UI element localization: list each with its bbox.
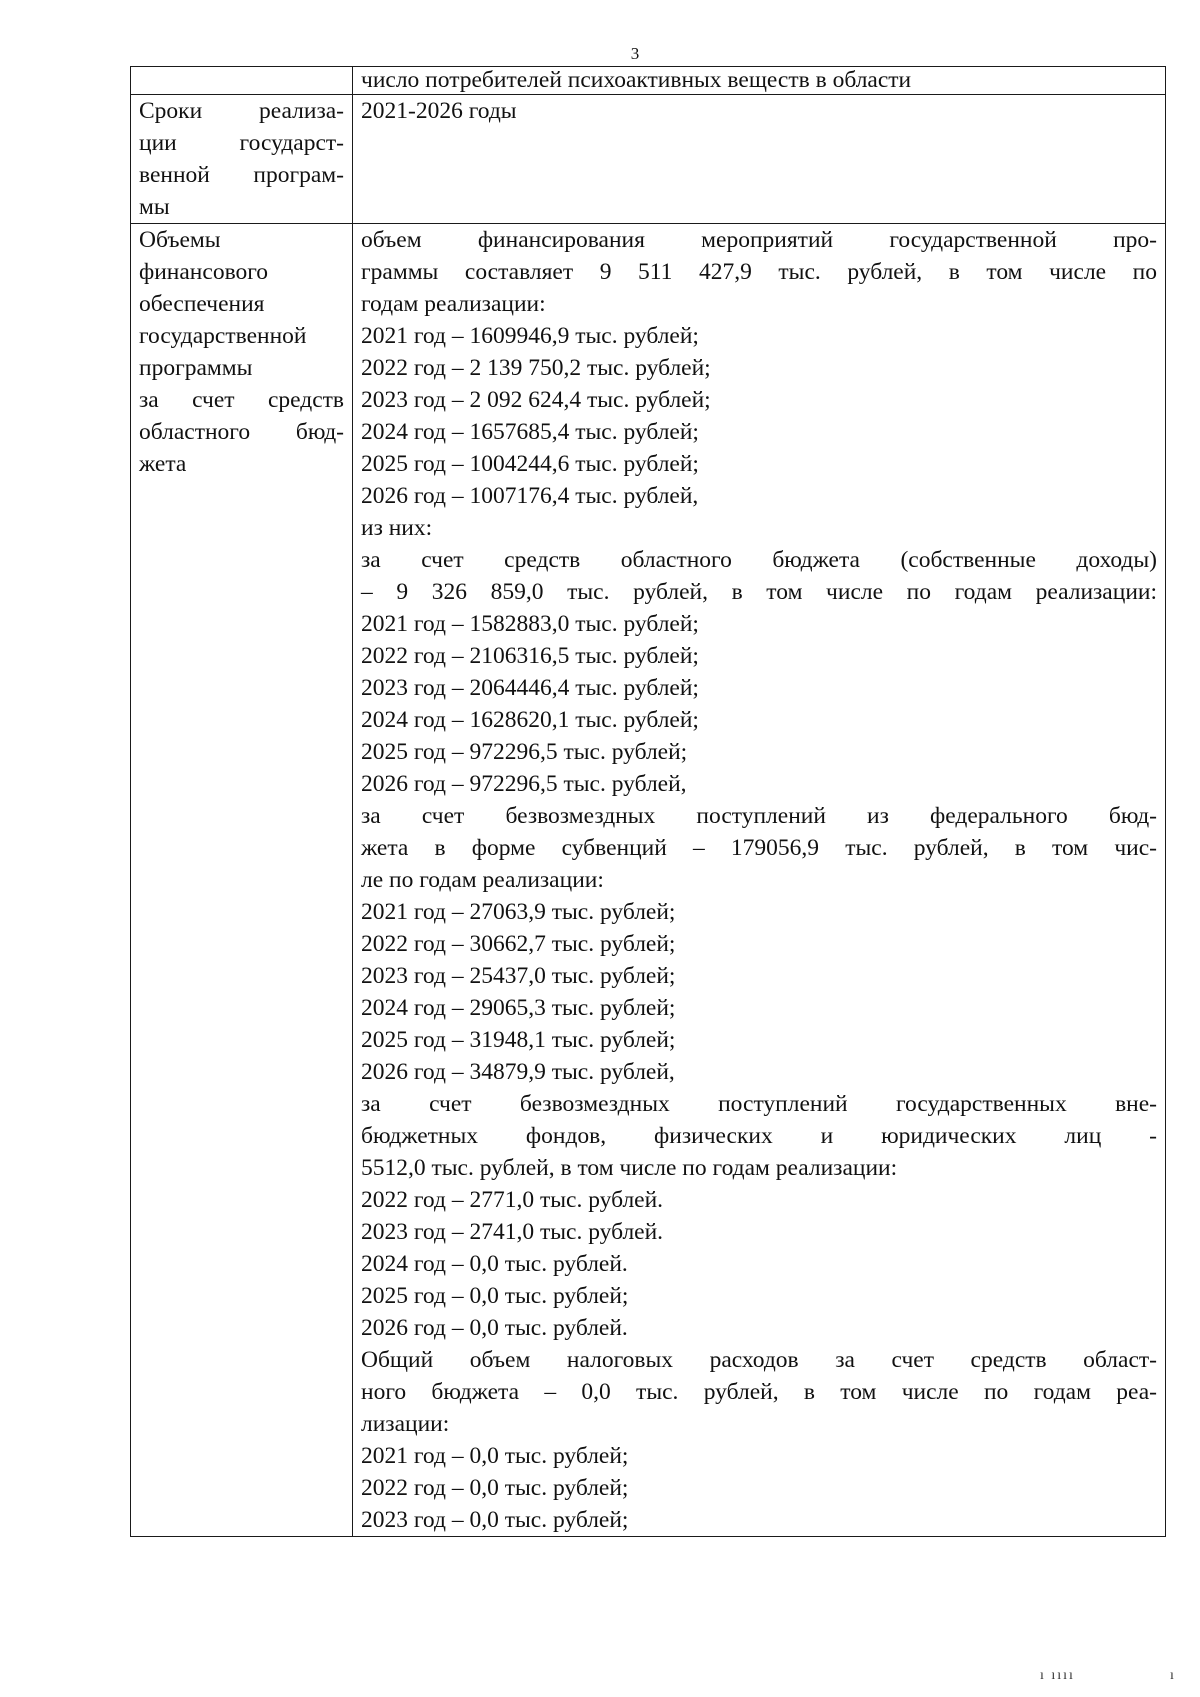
- row-content-line: 2021-2026 годы: [361, 98, 517, 124]
- row-label-line: финансового: [139, 259, 269, 285]
- row-content-line: 5512,0 тыс. рублей, в том числе по годам реализации:: [361, 1155, 898, 1181]
- row-content-line: жета в форме субвенций – 179056,9 тыс. рублей, в том чис-: [361, 835, 1157, 861]
- row-content-line: 2026 год – 972296,5 тыс. рублей,: [361, 771, 687, 797]
- scan-mark-right: ı: [1170, 1668, 1174, 1683]
- row-content-line: 2025 год – 972296,5 тыс. рублей;: [361, 739, 688, 765]
- row-content-line: 2024 год – 1657685,4 тыс. рублей;: [361, 419, 699, 445]
- row-label-cell: [131, 67, 353, 95]
- row-content-line: из них:: [361, 515, 433, 541]
- row-content-line: 2026 год – 1007176,4 тыс. рублей,: [361, 483, 699, 509]
- row-content-line: граммы составляет 9 511 427,9 тыс. рублей, в том числе по: [361, 259, 1157, 285]
- row-content-line: объем финансирования мероприятий государственной про-: [361, 227, 1157, 253]
- row-content-line: ного бюджета – 0,0 тыс. рублей, в том числе по годам реа-: [361, 1379, 1157, 1405]
- row-content-cell: [353, 224, 1166, 1537]
- row-content-line: за счет средств областного бюджета (собственные доходы): [361, 547, 1157, 573]
- page-number: 3: [630, 44, 640, 63]
- table-row: [131, 67, 1166, 95]
- row-content-line: 2025 год – 31948,1 тыс. рублей;: [361, 1027, 676, 1053]
- row-label-line: венной програм-: [139, 162, 344, 188]
- row-content-line: за счет безвозмездных поступлений государственных вне-: [361, 1091, 1157, 1117]
- row-content-line: число потребителей психоактивных веществ в области: [361, 67, 912, 93]
- row-label-line: программы: [139, 355, 253, 381]
- row-content-line: 2023 год – 2741,0 тыс. рублей.: [361, 1219, 664, 1245]
- table-row: [131, 224, 1166, 1537]
- row-label-line: жета: [139, 451, 187, 477]
- row-content-line: 2022 год – 30662,7 тыс. рублей;: [361, 931, 676, 957]
- row-content-line: 2024 год – 0,0 тыс. рублей.: [361, 1251, 628, 1277]
- scan-marks: ı ıııı: [1040, 1668, 1075, 1683]
- row-label-line: Объемы: [139, 227, 221, 253]
- row-content-line: 2022 год – 2771,0 тыс. рублей.: [361, 1187, 664, 1213]
- row-content-cell: [353, 95, 1166, 224]
- table-row: [131, 95, 1166, 224]
- row-content-line: годам реализации:: [361, 291, 546, 317]
- row-label-cell: [131, 95, 353, 224]
- row-label-line: Сроки реализа-: [139, 98, 344, 124]
- row-label-line: мы: [139, 194, 170, 220]
- row-content-line: 2023 год – 2 092 624,4 тыс. рублей;: [361, 387, 711, 413]
- row-label-line: за счет средств: [139, 387, 344, 413]
- row-content-line: 2021 год – 0,0 тыс. рублей;: [361, 1443, 629, 1469]
- row-label-line: государственной: [139, 323, 307, 349]
- row-label-line: областного бюд-: [139, 419, 344, 445]
- row-content-line: 2022 год – 2106316,5 тыс. рублей;: [361, 643, 699, 669]
- row-content-line: 2023 год – 0,0 тыс. рублей;: [361, 1507, 629, 1533]
- row-content-line: за счет безвозмездных поступлений из федерального бюд-: [361, 803, 1157, 829]
- row-content-line: 2026 год – 0,0 тыс. рублей.: [361, 1315, 628, 1341]
- row-content-line: 2024 год – 1628620,1 тыс. рублей;: [361, 707, 699, 733]
- row-content-line: 2022 год – 2 139 750,2 тыс. рублей;: [361, 355, 711, 381]
- row-label-line: обеспечения: [139, 291, 265, 317]
- row-label-line: ции государст-: [139, 130, 344, 156]
- row-content-line: 2021 год – 27063,9 тыс. рублей;: [361, 899, 676, 925]
- row-content-line: 2023 год – 25437,0 тыс. рублей;: [361, 963, 676, 989]
- row-content-line: 2024 год – 29065,3 тыс. рублей;: [361, 995, 676, 1021]
- row-content-line: 2021 год – 1582883,0 тыс. рублей;: [361, 611, 699, 637]
- row-label-cell: [131, 224, 353, 1537]
- row-content-line: 2025 год – 0,0 тыс. рублей;: [361, 1283, 629, 1309]
- row-content-line: лизации:: [361, 1411, 450, 1437]
- row-content-line: 2025 год – 1004244,6 тыс. рублей;: [361, 451, 699, 477]
- row-content-line: ле по годам реализации:: [361, 867, 604, 893]
- row-content-line: 2022 год – 0,0 тыс. рублей;: [361, 1475, 629, 1501]
- row-content-line: бюджетных фондов, физических и юридических лиц -: [361, 1123, 1157, 1149]
- passport-table: [130, 66, 1166, 1537]
- row-content-line: 2026 год – 34879,9 тыс. рублей,: [361, 1059, 675, 1085]
- row-content-line: Общий объем налоговых расходов за счет средств област-: [361, 1347, 1157, 1373]
- row-content-line: 2021 год – 1609946,9 тыс. рублей;: [361, 323, 699, 349]
- row-content-line: 2023 год – 2064446,4 тыс. рублей;: [361, 675, 699, 701]
- row-content-cell: [353, 67, 1166, 95]
- row-content-line: – 9 326 859,0 тыс. рублей, в том числе по годам реализации:: [361, 579, 1157, 605]
